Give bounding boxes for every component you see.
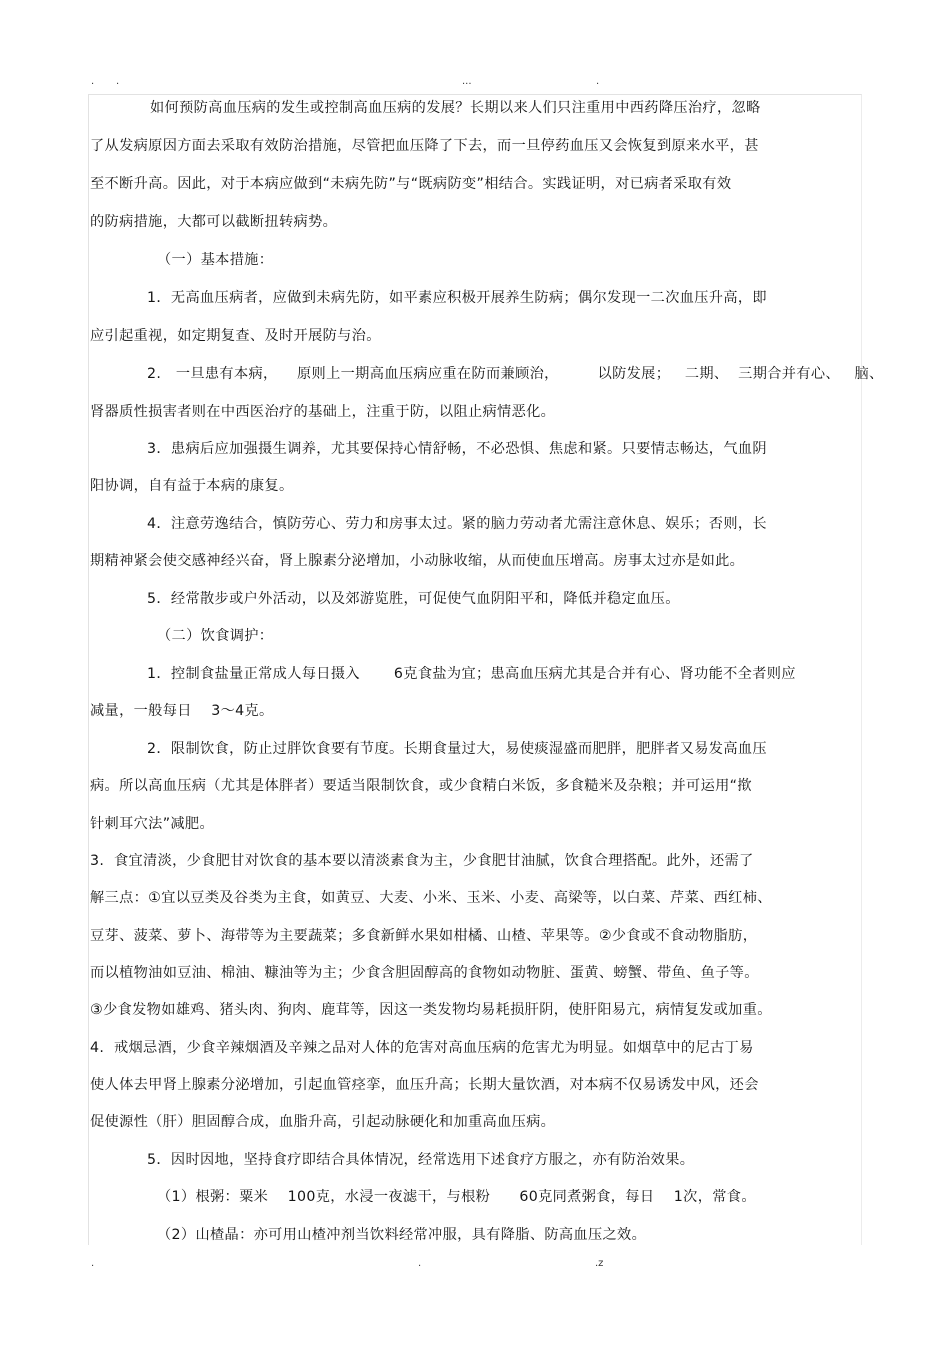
diet-item-3-line-5: ③少食发物如雄鸡、猪头肉、狗肉、鹿茸等，因这一类发物均易耗损肝阴，使肝阳易亢，病情复发或加重。 — [90, 1002, 772, 1018]
footer-mark: .z — [595, 1258, 604, 1269]
intro-line-1: 如何预防高血压病的发生或控制高血压病的发展？长期以来人们只注重用中西药降压治疗，忽略 — [150, 100, 761, 116]
section-heading-diet: （二）饮食调护： — [157, 628, 274, 644]
basic-item-4-line-2: 期精神紧会使交感神经兴奋，肾上腺素分泌增加，小动脉收缩，从而使血压增高。房事太过亦是如此。 — [90, 553, 745, 569]
basic-item-3-line-2: 阳协调，自有益于本病的康复。 — [90, 478, 294, 494]
basic-item-5: 5．经常散步或户外活动，以及郊游览胜，可促使气血阴阳平和，降低并稳定血压。 — [147, 591, 680, 607]
recipe-2: （2）山楂晶：亦可用山楂冲剂当饮料经常冲服，具有降脂、防高血压之效。 — [157, 1227, 647, 1243]
section-heading-basic: （一）基本措施： — [157, 252, 274, 268]
diet-item-3-line-2: 解三点：①宜以豆类及谷类为主食，如黄豆、大麦、小米、玉米、小麦、高梁等，以白菜、芹菜、西红柿、 — [90, 890, 772, 906]
diet-item-2-line-1: 2．限制饮食，防止过胖饮食要有节度。长期食量过大，易使痰湿盛而肥胖，肥胖者又易发高血压 — [147, 741, 767, 757]
diet-item-2-line-3: 针刺耳穴法”减肥。 — [90, 816, 215, 832]
header-mark: . — [596, 76, 600, 87]
basic-item-2-line-1: 2. 一旦患有本病， 原则上一期高血压病应重在防而兼顾治， 以防发展； 二期、 三期合并有心、 脑、 — [147, 366, 884, 382]
basic-item-3-line-1: 3．患病后应加强摄生调养，尤其要保持心情舒畅，不必恐惧、焦虑和紧。只要情志畅达，气血阴 — [147, 441, 767, 457]
basic-item-4-line-1: 4．注意劳逸结合，慎防劳心、劳力和房事太过。紧的脑力劳动者尤需注意休息、娱乐；否则，长 — [147, 516, 767, 532]
header-mark: . — [91, 76, 95, 87]
footer-mark: . — [91, 1258, 95, 1269]
intro-line-3: 至不断升高。因此，对于本病应做到“未病先防”与“既病防变”相结合。实践证明，对已病者采取有效 — [90, 176, 732, 192]
diet-item-3-line-3: 豆芽、菠菜、萝卜、海带等为主要蔬菜；多食新鲜水果如柑橘、山楂、苹果等。②少食或不食动物脂肪， — [90, 928, 758, 944]
header-mark: . — [116, 76, 120, 87]
diet-item-1-line-1: 1．控制食盐量正常成人每日摄入 6克食盐为宜；患高血压病尤其是合并有心、肾功能不全者则应 — [147, 666, 796, 682]
diet-item-1-line-2: 减量，一般每日 3～4克。 — [90, 703, 274, 719]
diet-item-3-line-4: 而以植物油如豆油、棉油、糠油等为主；少食含胆固醇高的食物如动物脏、蛋黄、螃蟹、带鱼、鱼子等。 — [90, 965, 759, 981]
basic-item-1-line-2: 应引起重视，如定期复查、及时开展防与治。 — [90, 328, 381, 344]
intro-line-4: 的防病措施，大都可以截断扭转病势。 — [90, 214, 338, 230]
diet-item-4-line-3: 促使源性（肝）胆固醇合成，血脂升高，引起动脉硬化和加重高血压病。 — [90, 1114, 556, 1130]
footer-mark: . — [418, 1258, 422, 1269]
basic-item-2-line-2: 肾器质性损害者则在中西医治疗的基础上，注重于防，以阻止病情恶化。 — [90, 404, 556, 420]
header-mark: ... — [462, 76, 472, 87]
diet-item-3-line-1: 3. 食宜清淡，少食肥甘对饮食的基本要以清淡素食为主，少食肥甘油腻，饮食合理搭配。此外，还需了 — [90, 853, 754, 869]
diet-item-2-line-2: 病。所以高血压病（尤其是体胖者）要适当限制饮食，或少食精白米饭，多食糙米及杂粮；并可运用“揿 — [90, 778, 752, 794]
recipe-1: （1）根粥：粟米 100克，水浸一夜滤干，与根粉 60克同煮粥食，每日 1次，常食。 — [157, 1189, 756, 1205]
basic-item-1-line-1: 1．无高血压病者，应做到未病先防，如平素应积极开展养生防病；偶尔发现一二次血压升高，即 — [147, 290, 767, 306]
diet-item-5: 5．因时因地，坚持食疗即结合具体情况，经常选用下述食疗方服之，亦有防治效果。 — [147, 1152, 695, 1168]
diet-item-4-line-2: 使人体去甲肾上腺素分泌增加，引起血管痉挛，血压升高；长期大量饮酒，对本病不仅易诱发中风，还会 — [90, 1077, 759, 1093]
diet-item-4-line-1: 4. 戒烟忌酒，少食辛辣烟酒及辛辣之品对人体的危害对高血压病的危害尤为明显。如烟草中的尼古丁易 — [90, 1040, 754, 1056]
intro-line-2: 了从发病原因方面去采取有效防治措施，尽管把血压降了下去，而一旦停药血压又会恢复到原来水平，甚 — [90, 138, 759, 154]
